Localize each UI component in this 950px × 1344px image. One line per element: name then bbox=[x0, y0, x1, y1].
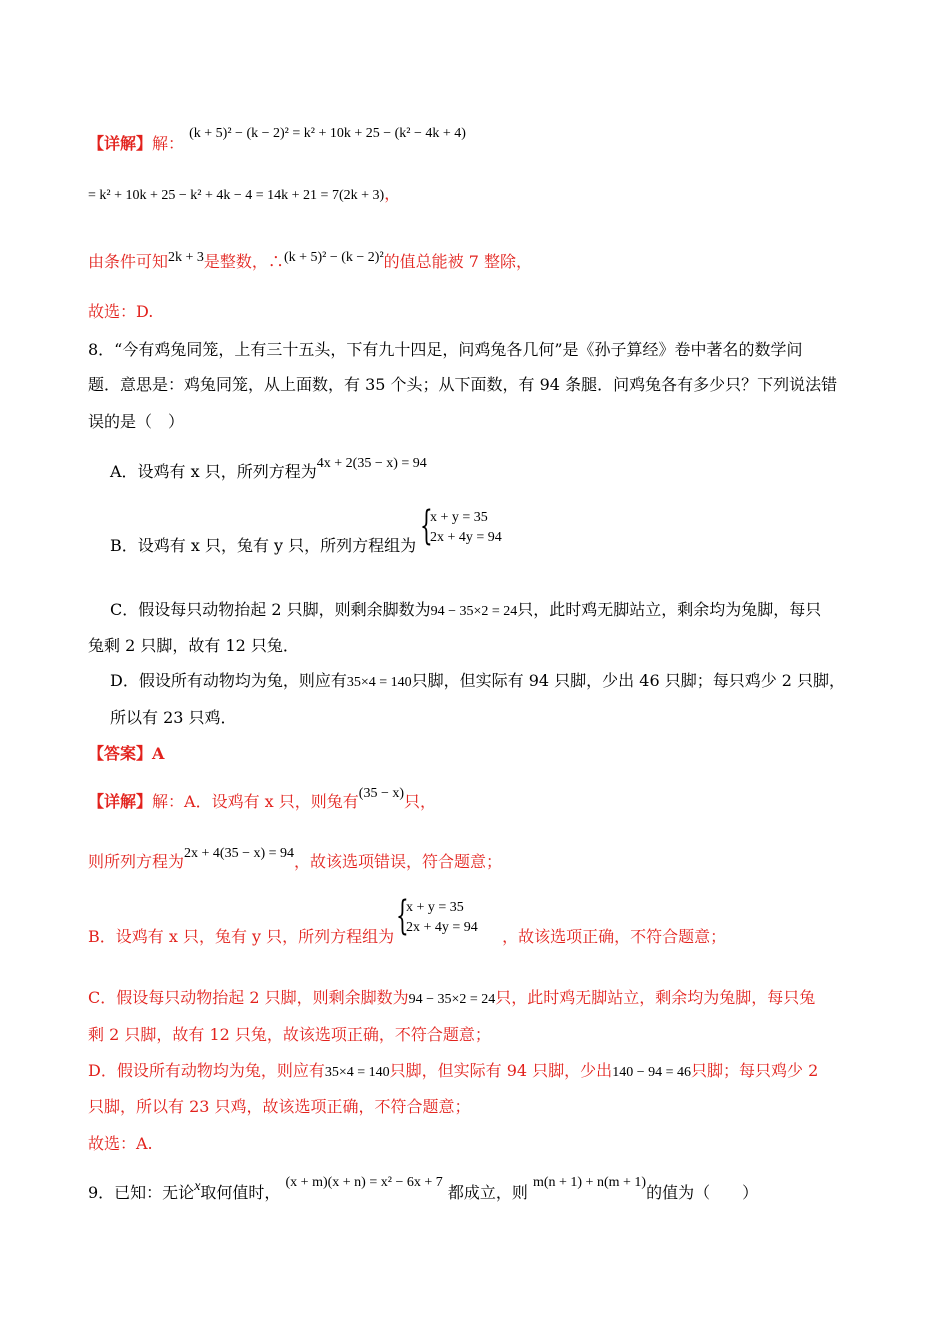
q8-option-b bbox=[110, 503, 502, 555]
p7-choose: 故选：D. bbox=[88, 302, 154, 321]
q8-detail-line-c2: 剩 2 只脚，故有 12 只兔，故该选项正确，不符合题意； bbox=[88, 1025, 491, 1044]
option-d-text-a: D．假设所有动物均为兔，则应有 bbox=[110, 671, 347, 690]
cond-text-b: 是整数，∴ bbox=[203, 252, 284, 271]
q8-detail-line-c1 bbox=[88, 988, 815, 1010]
detail-d-eq2: 140 − 94 = 46 bbox=[612, 1065, 691, 1080]
detail-system-eq-2: 2x + 4y = 94 bbox=[406, 920, 478, 935]
q9-text-c: 都成立，则 bbox=[447, 1183, 528, 1202]
p7-detail-line-2 bbox=[88, 184, 400, 206]
option-d-eq: 35×4 = 140 bbox=[346, 675, 412, 690]
cond-expr2: (k + 5)² − (k − 2)² bbox=[283, 250, 384, 265]
cond-text-a: 由条件可知 bbox=[88, 252, 169, 271]
q8-stem-1: 8．“今有鸡兔同笼，上有三十五头，下有九十四足，问鸡兔各几何”是《孙子算经》卷中著名的数学问 bbox=[88, 340, 803, 359]
q8-choose: 故选：A. bbox=[88, 1134, 153, 1153]
formula-expand: (k + 5)² − (k − 2)² = k² + 10k + 25 − (k² − 4k + 4) bbox=[189, 126, 466, 141]
q8-detail-line-a bbox=[88, 786, 437, 814]
comma: ， bbox=[384, 184, 401, 203]
cond-text-c: 的值总能被 7 整除， bbox=[383, 252, 533, 271]
system-eq-1: x + y = 35 bbox=[430, 510, 488, 525]
detail-lead: 解： bbox=[152, 134, 185, 153]
option-c-text-b: 只，此时鸡无脚站立，剩余均为兔脚，每只 bbox=[517, 600, 822, 619]
option-b-text: B．设鸡有 x 只，兔有 y 只，所列方程组为 bbox=[110, 536, 417, 555]
q9-expression: m(n + 1) + n(m + 1) bbox=[532, 1175, 647, 1190]
q8-stem-2: 题．意思是：鸡兔同笼，从上面数，有 35 个头；从下面数，有 94 条腿．问鸡兔各有多少只？下列说法错 bbox=[88, 375, 838, 394]
detail-a2-text-b: ，故该选项错误，符合题意； bbox=[294, 852, 503, 871]
detail-c-text-a: C．假设每只动物抬起 2 只脚，则剩余脚数为 bbox=[88, 988, 409, 1007]
q9-text-a: 9．已知：无论 bbox=[88, 1183, 195, 1202]
p7-detail-line-3 bbox=[88, 252, 532, 274]
formula-simplify: = k² + 10k + 25 − k² + 4k − 4 = 14k + 21 = 7(2k + 3) bbox=[88, 188, 385, 203]
detail-a-text-b: 只， bbox=[404, 792, 437, 811]
q8-option-c-1 bbox=[110, 600, 821, 622]
q8-detail-line-d2: 只脚，所以有 23 只鸡，故该选项正确，不符合题意； bbox=[88, 1097, 471, 1116]
equation-system bbox=[420, 503, 502, 549]
detail-d-text-c: 只脚；每只鸡少 2 bbox=[690, 1061, 819, 1080]
q9-var: x bbox=[194, 1179, 201, 1194]
p7-detail-line-1 bbox=[88, 126, 466, 156]
q8-stem-3: 误的是（ ） bbox=[88, 412, 185, 431]
q8-detail-line-d1 bbox=[88, 1061, 818, 1083]
option-a-eq: 4x + 2(35 − x) = 94 bbox=[316, 456, 427, 471]
option-d-text-b: 只脚，但实际有 94 只脚，少出 46 只脚；每只鸡少 2 只脚， bbox=[411, 671, 846, 690]
detail-a-text: 解：A．设鸡有 x 只，则兔有 bbox=[152, 792, 359, 811]
q9-stem bbox=[88, 1175, 759, 1205]
detail-a2-expr: 2x + 4(35 − x) = 94 bbox=[184, 846, 295, 861]
detail-tag: 【详解】 bbox=[88, 134, 153, 153]
detail-b-text-b: ，故该选项正确，不符合题意； bbox=[502, 927, 727, 946]
option-c-text-a: C．假设每只动物抬起 2 只脚，则剩余脚数为 bbox=[110, 600, 431, 619]
brace-icon: { bbox=[396, 893, 409, 939]
option-a-text: A．设鸡有 x 只，所列方程为 bbox=[110, 462, 317, 481]
cond-expr: 2k + 3 bbox=[168, 250, 204, 265]
q8-detail-line-a2 bbox=[88, 846, 503, 874]
detail-equation-system bbox=[396, 893, 478, 939]
detail-c-eq: 94 − 35×2 = 24 bbox=[408, 992, 496, 1007]
detail-a-expr: (35 − x) bbox=[358, 786, 405, 801]
detail-system-eq-1: x + y = 35 bbox=[406, 900, 464, 915]
detail-a2-text: 则所列方程为 bbox=[88, 852, 185, 871]
detail-b-text: B．设鸡有 x 只，兔有 y 只，所列方程组为 bbox=[88, 927, 395, 946]
detail-tag: 【详解】 bbox=[88, 792, 153, 811]
detail-d-text-a: D．假设所有动物均为兔，则应有 bbox=[88, 1061, 325, 1080]
system-eq-2: 2x + 4y = 94 bbox=[430, 530, 502, 545]
q9-text-b: 取何值时， bbox=[200, 1183, 281, 1202]
q9-text-d: 的值为（ ） bbox=[646, 1183, 759, 1202]
detail-c-text-b: 只，此时鸡无脚站立，剩余均为兔脚，每只兔 bbox=[495, 988, 816, 1007]
q8-option-d-2: 所以有 23 只鸡． bbox=[110, 708, 237, 727]
detail-d-text-b: 只脚，但实际有 94 只脚，少出 bbox=[389, 1061, 613, 1080]
option-c-eq: 94 − 35×2 = 24 bbox=[430, 604, 518, 619]
q8-answer: 【答案】A bbox=[88, 744, 165, 763]
brace-icon: { bbox=[420, 503, 433, 549]
q9-equation: (x + m)(x + n) = x² − 6x + 7 bbox=[285, 1175, 443, 1190]
detail-d-eq1: 35×4 = 140 bbox=[324, 1065, 390, 1080]
q8-option-d-1 bbox=[110, 671, 845, 693]
q8-option-a bbox=[110, 456, 427, 484]
q8-option-c-2: 兔剩 2 只脚，故有 12 只兔． bbox=[88, 636, 299, 655]
